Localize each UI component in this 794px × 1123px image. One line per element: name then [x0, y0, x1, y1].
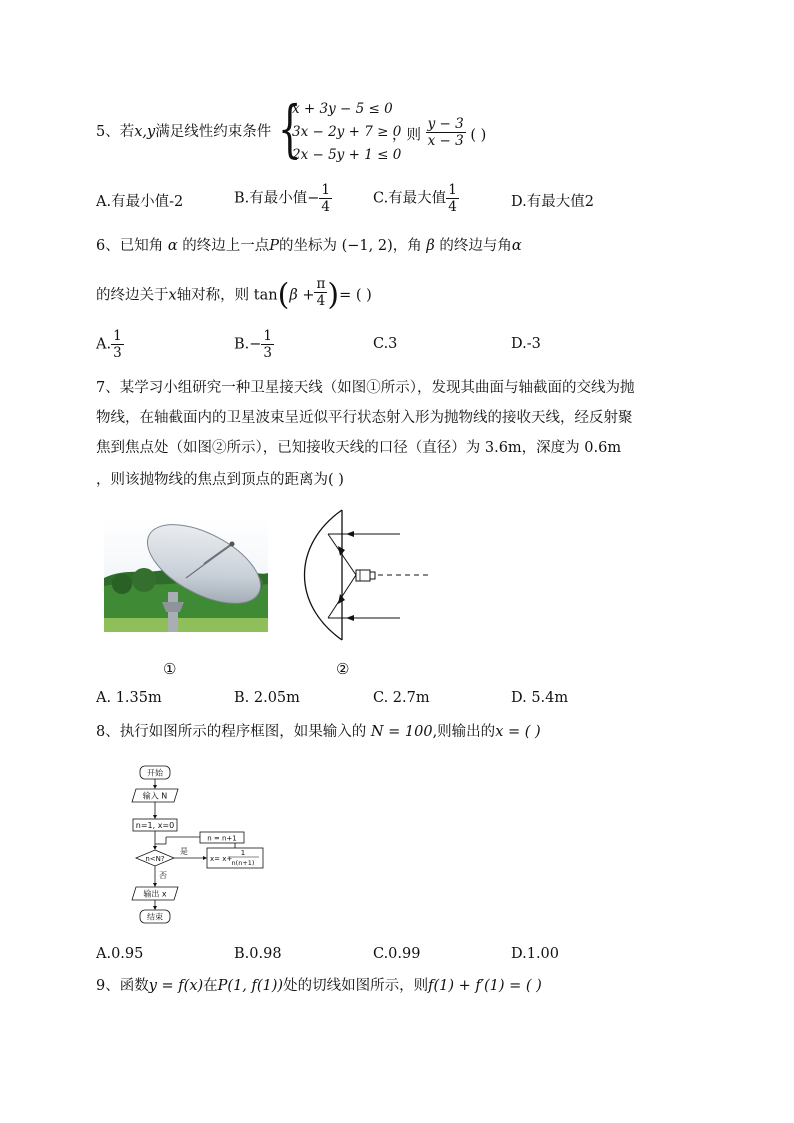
q5-paren: ( )	[470, 127, 487, 144]
q6-pi-den: 4	[316, 293, 326, 309]
q7-option-d[interactable]: D. 5.4m	[511, 690, 569, 706]
figure-1-caption: ①	[163, 660, 177, 678]
q6-paren-left: (	[277, 277, 290, 313]
q6-pi-num: π	[316, 276, 326, 292]
q5-prefix: 5、若	[96, 124, 135, 140]
flow-update-num: 1	[240, 849, 246, 857]
q7-option-a[interactable]: A. 1.35m	[96, 690, 162, 706]
q6-line1	[96, 236, 522, 256]
parabola-cross-section-diagram	[300, 500, 435, 650]
q8-text-b: ,则输出的	[432, 724, 496, 740]
q5-option-c[interactable]	[373, 182, 459, 215]
q9-text-b: 在	[203, 978, 218, 994]
q5-option-d[interactable]	[511, 190, 594, 211]
q5-frac-num: y − 3	[427, 116, 464, 132]
q6-option-b-frac	[261, 328, 274, 361]
q8-n-eq: N = 100	[370, 724, 433, 740]
q6-option-d-label: D.-3	[511, 336, 541, 352]
q6-option-b-label: B.	[234, 336, 250, 353]
q5-option-c-label: C.有最大值	[373, 190, 447, 207]
q6-option-a[interactable]	[96, 328, 124, 361]
flow-update-den: n(n+1)	[231, 859, 255, 867]
q6-text-a: 6、已知角	[96, 238, 164, 254]
q6-point-p: P	[269, 238, 280, 254]
q5-constraint-3: 2x − 5y + 1 ≤ 0	[292, 147, 402, 163]
q5-option-c-frac	[446, 182, 459, 215]
q5-constraint-2: 3x − 2y + 7 ≥ 0	[292, 124, 402, 140]
q5-option-b[interactable]	[234, 182, 332, 215]
q6-x-axis: x	[168, 287, 177, 304]
satellite-dish-photo	[104, 518, 268, 632]
q5-fraction	[426, 116, 466, 149]
q9-stem	[96, 976, 542, 996]
q8-text-a: 8、执行如图所示的程序框图，如果输入的	[96, 724, 367, 740]
q7-option-c[interactable]: C. 2.7m	[373, 690, 430, 706]
q7-line-3: 焦到焦点处（如图②所示），已知接收天线的口径（直径）为 3.6m，深度为 0.6m	[96, 440, 622, 456]
q5-option-a[interactable]	[96, 190, 183, 211]
q6-text-f: 的终边关于	[96, 287, 169, 304]
q6-coord: (−1, 2)	[341, 238, 393, 254]
q6-option-c[interactable]	[373, 336, 397, 352]
q5-brace: {	[277, 92, 302, 165]
q5-option-c-den: 4	[448, 199, 457, 215]
q5-constraint-1: x + 3y − 5 ≤ 0	[292, 101, 393, 117]
q6-text-b: 的终边上一点	[182, 238, 270, 254]
q6-alpha: α	[167, 238, 178, 254]
q5-option-b-num: 1	[321, 182, 331, 198]
q9-func: y = f(x)	[148, 978, 204, 994]
flow-no: 否	[159, 871, 167, 880]
q6-option-a-frac	[111, 328, 124, 361]
q6-text-g: 轴对称，则	[176, 287, 250, 304]
q6-option-c-label: C.3	[373, 336, 398, 352]
q5-option-b-frac	[319, 182, 332, 215]
q5-option-b-den: 4	[321, 199, 331, 215]
q5-stem	[96, 122, 271, 142]
q5-text2: ，则	[392, 127, 421, 144]
q6-option-b-sign: −	[249, 336, 262, 353]
flow-yes: 是	[180, 847, 188, 856]
q5-tail	[392, 116, 487, 149]
q6-beta: β	[426, 238, 435, 254]
q6-line2	[96, 276, 372, 313]
q7-line-1: 7、某学习小组研究一种卫星接天线（如图①所示），发现其曲面与轴截面的交线为抛	[96, 380, 635, 396]
q5-frac-den: x − 3	[427, 133, 464, 149]
q8-option-c[interactable]: C.0.99	[373, 946, 421, 962]
q9-point: P(1, f(1))	[217, 978, 284, 994]
flow-output: 输出 x	[143, 889, 167, 899]
q5-option-b-label: B.有最小值	[234, 190, 308, 207]
q6-alpha-2: α	[511, 238, 522, 254]
q8-option-b[interactable]: B.0.98	[234, 946, 282, 962]
flow-end: 结束	[147, 912, 163, 922]
q8-option-a[interactable]: A.0.95	[96, 946, 144, 962]
q6-option-a-label: A.	[96, 336, 112, 353]
q9-text-a: 9、函数	[96, 978, 149, 994]
q6-option-a-den: 3	[113, 345, 122, 361]
q6-pi-frac	[314, 276, 327, 309]
q6-option-b-num: 1	[263, 328, 273, 344]
q6-option-d[interactable]	[511, 336, 541, 352]
q5-text1: 满足线性约束条件	[155, 124, 272, 140]
q5-option-d-label: D.有最大值2	[511, 194, 594, 210]
q6-option-b-den: 3	[263, 345, 273, 361]
q6-option-a-num: 1	[113, 328, 122, 344]
q6-text-e: 的终边与角	[439, 238, 512, 254]
q7-line-2: 物线，在轴截面内的卫星波束呈近似平行状态射入形为抛物线的接收天线，经反射聚	[96, 410, 633, 426]
program-flowchart	[128, 764, 268, 930]
figure-2-caption: ②	[336, 660, 350, 678]
q5-option-c-num: 1	[448, 182, 457, 198]
flow-condition: n<N?	[145, 855, 165, 863]
q5-vars: x,y	[134, 124, 156, 140]
flow-update-lhs: x= x+	[210, 855, 233, 863]
q6-option-b[interactable]	[234, 328, 274, 361]
q8-x-eq: x = ( )	[495, 724, 541, 740]
q7-line-4: ，则该抛物线的焦点到顶点的距离为( )	[96, 472, 344, 488]
q6-tan: tan	[253, 287, 278, 304]
q5-option-b-sign: −	[307, 190, 320, 207]
flow-increment: n = n+1	[207, 834, 237, 843]
q9-expr: f(1) + f′(1) = ( )	[428, 978, 542, 994]
q6-text-d: ，角	[392, 238, 422, 254]
q6-text-c: 的坐标为	[279, 238, 338, 254]
q5-option-a-label: A.有最小值-2	[96, 194, 184, 210]
flow-init: n=1, x=0	[135, 821, 175, 830]
q6-paren-right: )	[327, 277, 340, 313]
flow-input: 输入 N	[142, 791, 168, 801]
flow-start: 开始	[147, 768, 163, 778]
q9-text-c: 处的切线如图所示，则	[283, 978, 429, 994]
q8-stem	[96, 722, 541, 742]
q6-eq: = ( )	[339, 287, 372, 304]
q7-option-b[interactable]: B. 2.05m	[234, 690, 300, 706]
q8-option-d[interactable]: D.1.00	[511, 946, 560, 962]
q5-constraints	[292, 98, 401, 167]
q6-beta-plus: β +	[289, 287, 315, 304]
